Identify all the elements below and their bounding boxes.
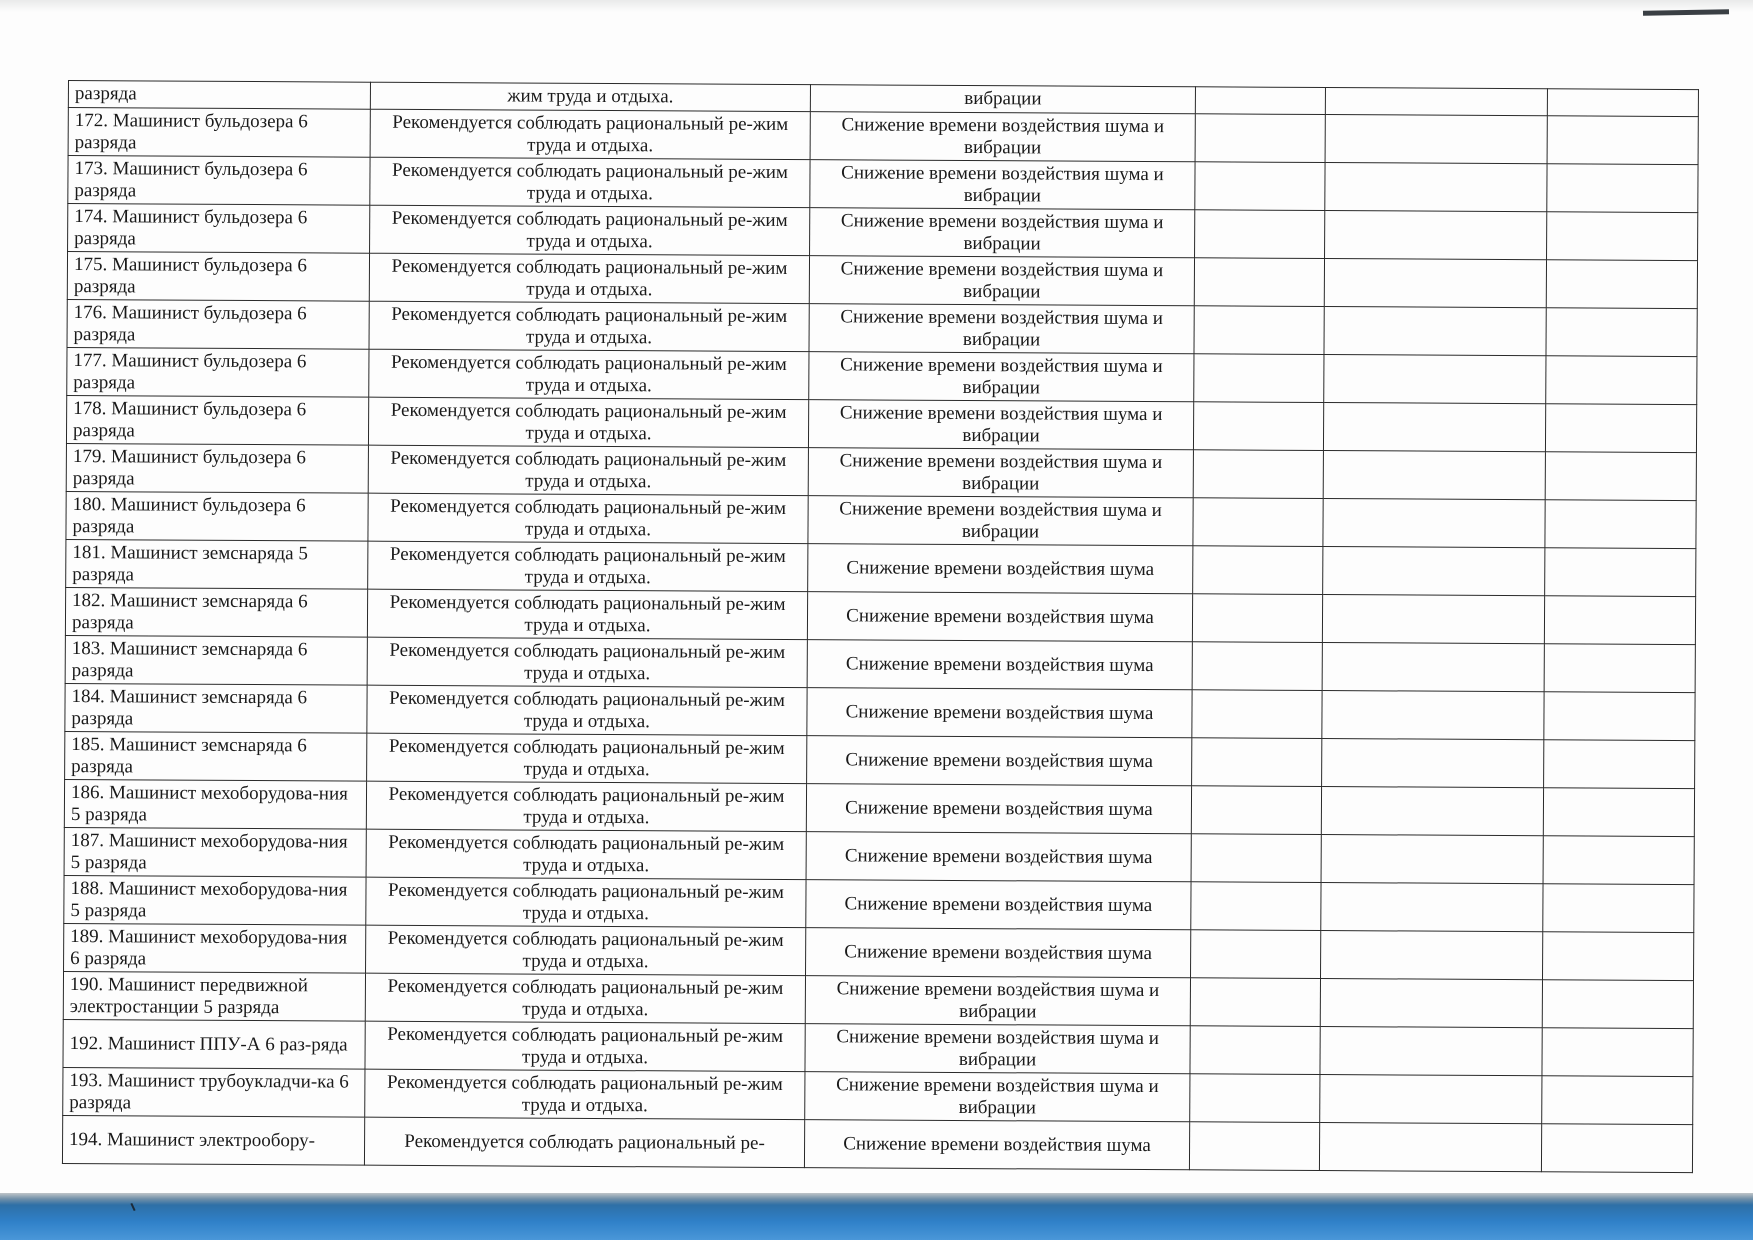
empty-cell (1545, 404, 1696, 453)
empty-cell (1194, 258, 1324, 307)
profession-cell: 187. Машинист мехоборудова-ния 5 разряда (64, 827, 366, 877)
empty-cell (1322, 691, 1544, 740)
profession-cell: разряда (68, 81, 370, 110)
empty-cell (1194, 306, 1324, 355)
empty-cell (1541, 1124, 1692, 1173)
empty-cell (1193, 498, 1323, 547)
empty-cell (1544, 692, 1695, 741)
empty-cell (1322, 739, 1544, 788)
empty-cell (1545, 500, 1696, 549)
empty-cell (1194, 354, 1324, 403)
recommendation-cell: Рекомендуется соблюдать рациональный ре-жим труда и отдыха. (368, 445, 808, 495)
empty-cell (1543, 788, 1694, 837)
goal-cell: Снижение времени воздействия шума и вибрации (805, 1024, 1190, 1074)
empty-cell (1322, 595, 1544, 644)
goal-cell: Снижение времени воздействия шума (804, 1120, 1189, 1170)
profession-cell: 186. Машинист мехоборудова-ния 5 разряда (64, 779, 366, 829)
scan-bottom-edge (0, 1193, 1753, 1240)
empty-cell (1189, 1122, 1319, 1171)
profession-cell: 181. Машинист земснаряда 5 разряда (66, 539, 368, 589)
measures-table (62, 80, 1699, 1173)
empty-cell (1547, 116, 1698, 165)
empty-cell (1321, 787, 1543, 836)
profession-cell: 177. Машинист бульдозера 6 разряда (67, 347, 369, 397)
empty-cell (1190, 978, 1320, 1027)
empty-cell (1193, 450, 1323, 499)
empty-cell (1319, 1123, 1541, 1172)
recommendation-cell: Рекомендуется соблюдать рациональный ре-жим труда и отдыха. (365, 1069, 805, 1119)
recommendation-cell: Рекомендуется соблюдать рациональный ре-жим труда и отдыха. (367, 685, 807, 735)
empty-cell (1195, 114, 1325, 163)
empty-cell (1547, 89, 1698, 117)
recommendation-cell: Рекомендуется соблюдать рациональный ре-жим труда и отдыха. (368, 541, 808, 591)
empty-cell (1191, 882, 1321, 931)
recommendation-cell: Рекомендуется соблюдать рациональный ре-жим труда и отдыха. (369, 349, 809, 399)
recommendation-cell: Рекомендуется соблюдать рациональный ре- (364, 1117, 804, 1167)
recommendation-cell: Рекомендуется соблюдать рациональный ре-жим труда и отдыха. (370, 109, 810, 159)
empty-cell (1324, 355, 1546, 404)
empty-cell (1191, 786, 1321, 835)
empty-cell (1546, 356, 1697, 405)
goal-cell: Снижение времени воздействия шума (807, 640, 1192, 690)
profession-cell: 174. Машинист бульдозера 6 разряда (68, 204, 370, 254)
empty-cell (1320, 1075, 1542, 1124)
recommendation-cell: Рекомендуется соблюдать рациональный ре-жим труда и отдыха. (366, 781, 806, 831)
empty-cell (1324, 307, 1546, 356)
goal-cell: Снижение времени воздействия шума (807, 688, 1192, 738)
empty-cell (1324, 259, 1546, 308)
empty-cell (1320, 1027, 1542, 1076)
empty-cell (1195, 210, 1325, 259)
goal-cell: Снижение времени воздействия шума и вибрации (805, 1072, 1190, 1122)
goal-cell: Снижение времени воздействия шума (807, 736, 1192, 786)
empty-cell (1323, 451, 1545, 500)
empty-cell (1321, 931, 1543, 980)
scan-mark (130, 1203, 135, 1211)
profession-cell: 192. Машинист ППУ-А 6 раз-ряда (63, 1019, 365, 1069)
empty-cell (1193, 546, 1323, 595)
profession-cell: 179. Машинист бульдозера 6 разряда (66, 443, 368, 493)
profession-cell: 184. Машинист земснаряда 6 разряда (65, 683, 367, 733)
scan-mark (1643, 9, 1729, 16)
goal-cell: Снижение времени воздействия шума (806, 880, 1191, 930)
profession-cell: 173. Машинист бульдозера 6 разряда (68, 156, 370, 206)
goal-cell: Снижение времени воздействия шума (806, 928, 1191, 978)
goal-cell: Снижение времени воздействия шума (808, 544, 1193, 594)
empty-cell (1546, 308, 1697, 357)
empty-cell (1543, 836, 1694, 885)
empty-cell (1322, 643, 1544, 692)
empty-cell (1323, 403, 1545, 452)
recommendation-cell: Рекомендуется соблюдать рациональный ре-жим труда и отдыха. (368, 493, 808, 543)
empty-cell (1321, 883, 1543, 932)
empty-cell (1542, 980, 1693, 1029)
empty-cell (1323, 499, 1545, 548)
empty-cell (1323, 547, 1545, 596)
document-page (62, 80, 1698, 1173)
recommendation-cell: Рекомендуется соблюдать рациональный ре-жим труда и отдыха. (367, 589, 807, 639)
empty-cell (1543, 884, 1694, 933)
goal-cell: Снижение времени воздействия шума и вибрации (809, 256, 1194, 306)
recommendation-cell: Рекомендуется соблюдать рациональный ре-жим труда и отдыха. (367, 637, 807, 687)
recommendation-cell: Рекомендуется соблюдать рациональный ре-жим труда и отдыха. (369, 253, 809, 303)
empty-cell (1547, 212, 1698, 261)
profession-cell: 190. Машинист передвижной электростанции 5 разряда (63, 971, 365, 1021)
empty-cell (1191, 930, 1321, 979)
goal-cell: Снижение времени воздействия шума (806, 832, 1191, 882)
profession-cell: 189. Машинист мехоборудова-ния 6 разряда (64, 923, 366, 973)
recommendation-cell: Рекомендуется соблюдать рациональный ре-жим труда и отдыха. (366, 877, 806, 927)
empty-cell (1320, 979, 1542, 1028)
goal-cell: Снижение времени воздействия шума и вибрации (808, 400, 1193, 450)
goal-cell: Снижение времени воздействия шума и вибрации (810, 208, 1195, 258)
recommendation-cell: Рекомендуется соблюдать рациональный ре-жим труда и отдыха. (369, 301, 809, 351)
recommendation-cell: Рекомендуется соблюдать рациональный ре-жим труда и отдыха. (366, 925, 806, 975)
recommendation-cell: Рекомендуется соблюдать рациональный ре-жим труда и отдыха. (365, 973, 805, 1023)
profession-cell: 182. Машинист земснаряда 6 разряда (65, 587, 367, 637)
profession-cell: 172. Машинист бульдозера 6 разряда (68, 108, 370, 158)
recommendation-cell: Рекомендуется соблюдать рациональный ре-жим труда и отдыха. (367, 733, 807, 783)
empty-cell (1192, 690, 1322, 739)
profession-cell: 193. Машинист трубоукладчи-ка 6 разряда (63, 1067, 365, 1117)
goal-cell: Снижение времени воздействия шума и вибрации (809, 304, 1194, 354)
profession-cell: 178. Машинист бульдозера 6 разряда (66, 395, 368, 445)
empty-cell (1542, 1076, 1693, 1125)
goal-cell: Снижение времени воздействия шума и вибрации (808, 448, 1193, 498)
empty-cell (1325, 211, 1547, 260)
scan-top-edge (0, 0, 1753, 12)
recommendation-cell: Рекомендуется соблюдать рациональный ре-жим труда и отдыха. (368, 397, 808, 447)
empty-cell (1325, 88, 1547, 116)
goal-cell: Снижение времени воздействия шума (807, 592, 1192, 642)
recommendation-cell: Рекомендуется соблюдать рациональный ре-жим труда и отдыха. (365, 1021, 805, 1071)
empty-cell (1547, 164, 1698, 213)
empty-cell (1321, 835, 1543, 884)
empty-cell (1325, 163, 1547, 212)
goal-cell: Снижение времени воздействия шума и вибрации (810, 112, 1195, 162)
goal-cell: Снижение времени воздействия шума и вибрации (809, 352, 1194, 402)
empty-cell (1545, 548, 1696, 597)
empty-cell (1193, 402, 1323, 451)
profession-cell: 194. Машинист электрообору- (62, 1115, 364, 1165)
profession-cell: 175. Машинист бульдозера 6 разряда (67, 252, 369, 302)
recommendation-cell: Рекомендуется соблюдать рациональный ре-жим труда и отдыха. (370, 157, 810, 207)
empty-cell (1545, 452, 1696, 501)
empty-cell (1195, 162, 1325, 211)
empty-cell (1190, 1074, 1320, 1123)
profession-cell: 183. Машинист земснаряда 6 разряда (65, 635, 367, 685)
recommendation-cell: Рекомендуется соблюдать рациональный ре-жим труда и отдыха. (370, 205, 810, 255)
table-row (62, 1115, 1692, 1172)
empty-cell (1546, 260, 1697, 309)
empty-cell (1192, 738, 1322, 787)
goal-cell: Снижение времени воздействия шума (806, 784, 1191, 834)
profession-cell: 176. Машинист бульдозера 6 разряда (67, 299, 369, 349)
profession-cell: 188. Машинист мехоборудова-ния 5 разряда (64, 875, 366, 925)
goal-cell: Снижение времени воздействия шума и вибрации (805, 976, 1190, 1026)
empty-cell (1544, 644, 1695, 693)
empty-cell (1190, 1026, 1320, 1075)
goal-cell: Снижение времени воздействия шума и вибрации (808, 496, 1193, 546)
profession-cell: 185. Машинист земснаряда 6 разряда (65, 731, 367, 781)
recommendation-cell: жим труда и отдыха. (370, 82, 810, 111)
empty-cell (1325, 115, 1547, 164)
empty-cell (1544, 596, 1695, 645)
empty-cell (1195, 87, 1325, 115)
goal-cell: Снижение времени воздействия шума и вибрации (810, 160, 1195, 210)
empty-cell (1192, 594, 1322, 643)
profession-cell: 180. Машинист бульдозера 6 разряда (66, 491, 368, 541)
empty-cell (1542, 932, 1693, 981)
table-body (62, 81, 1698, 1173)
goal-cell: вибрации (810, 85, 1195, 114)
empty-cell (1191, 834, 1321, 883)
empty-cell (1542, 1028, 1693, 1077)
recommendation-cell: Рекомендуется соблюдать рациональный ре-жим труда и отдыха. (366, 829, 806, 879)
empty-cell (1192, 642, 1322, 691)
empty-cell (1544, 740, 1695, 789)
